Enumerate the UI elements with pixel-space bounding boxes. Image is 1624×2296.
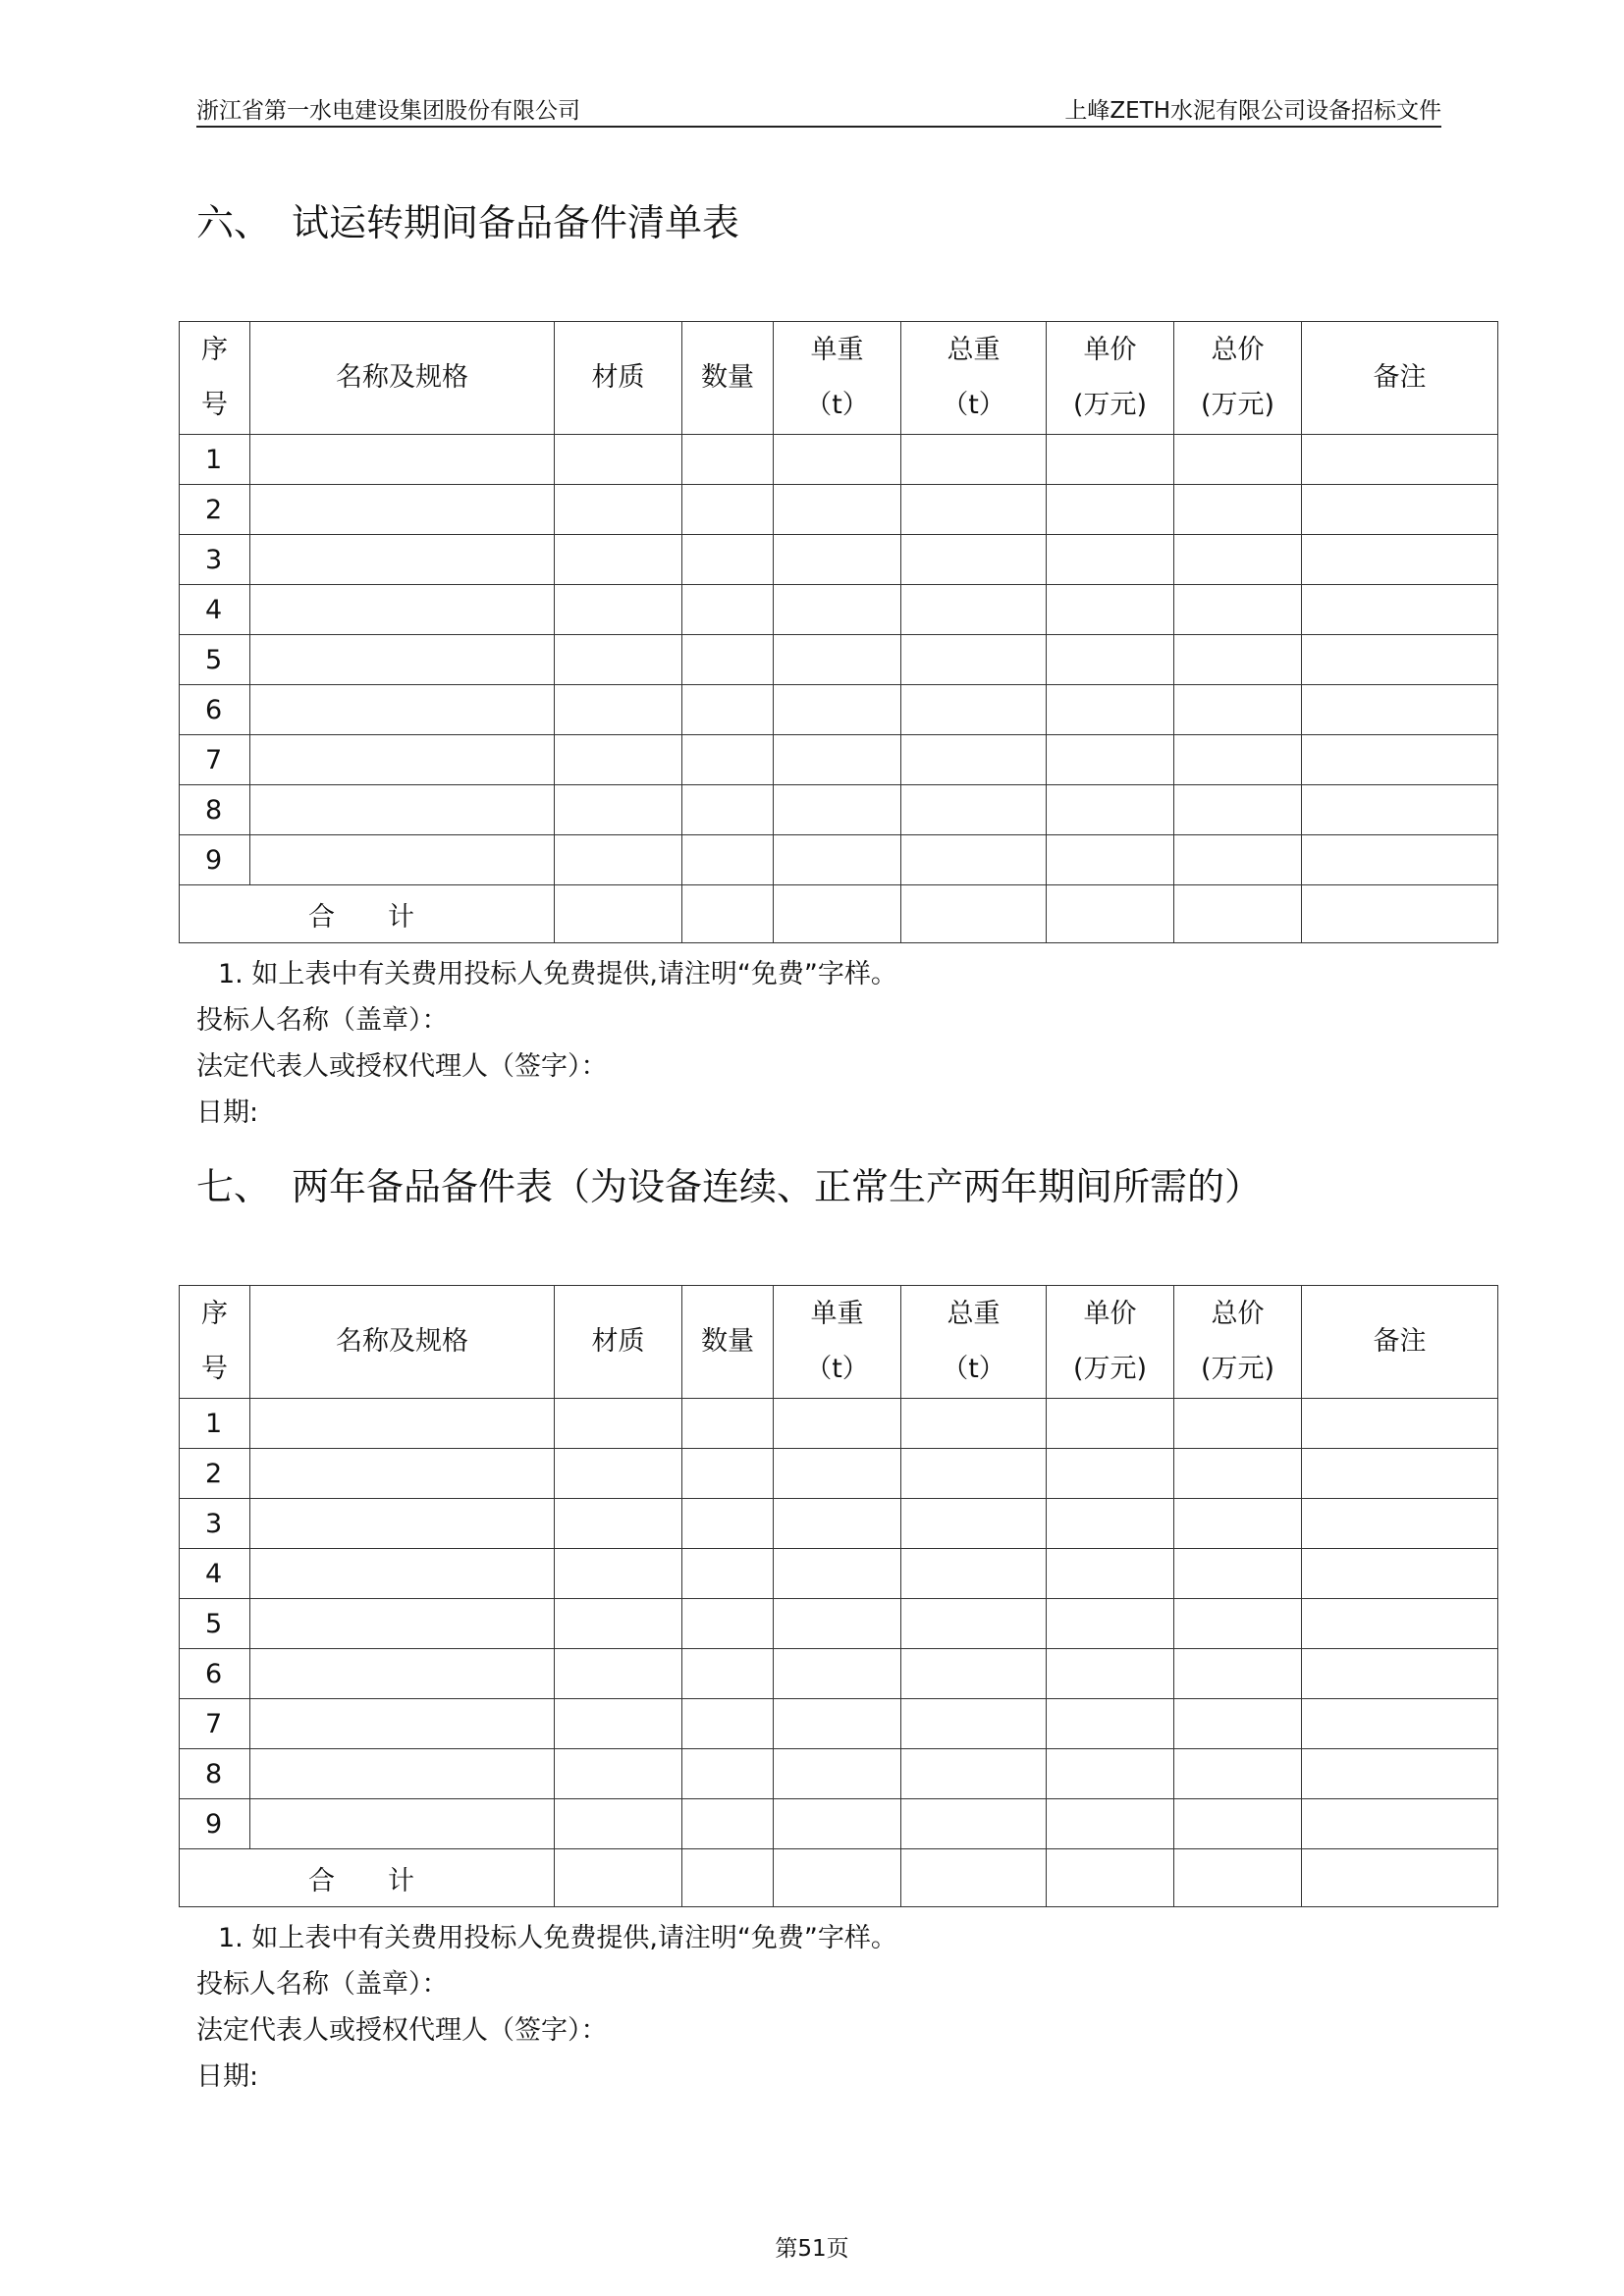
- empty-cell: [250, 485, 555, 535]
- empty-cell: [682, 1849, 774, 1907]
- empty-cell: [901, 1449, 1047, 1499]
- empty-cell: [1174, 1699, 1302, 1749]
- empty-cell: [901, 1549, 1047, 1599]
- empty-cell: [774, 1749, 901, 1799]
- page-number: 第51页: [775, 2236, 849, 2262]
- column-header-line1: 单重: [810, 1299, 864, 1329]
- empty-cell: [1302, 1649, 1498, 1699]
- empty-cell: [774, 635, 901, 685]
- column-header-line1: 备注: [1373, 362, 1427, 393]
- empty-cell: [774, 685, 901, 735]
- empty-cell: [1047, 485, 1174, 535]
- column-header: [901, 322, 1047, 435]
- empty-cell: [774, 1799, 901, 1849]
- empty-cell: [250, 1499, 555, 1549]
- column-header: [250, 322, 555, 435]
- column-header: [555, 322, 682, 435]
- empty-cell: [1302, 835, 1498, 885]
- row-index: 8: [180, 1749, 250, 1799]
- empty-cell: [1047, 1799, 1174, 1849]
- empty-cell: [901, 1749, 1047, 1799]
- empty-cell: [555, 535, 682, 585]
- empty-cell: [1047, 1699, 1174, 1749]
- empty-cell: [250, 1749, 555, 1799]
- row-index: 2: [180, 485, 250, 535]
- column-header-line1: 材质: [591, 1326, 645, 1357]
- empty-cell: [774, 485, 901, 535]
- column-header-line1: 总重: [947, 335, 1001, 365]
- column-header-line2: （t）: [805, 1354, 869, 1384]
- date-line: 日期:: [196, 2061, 259, 2092]
- empty-cell: [774, 1499, 901, 1549]
- empty-cell: [1302, 635, 1498, 685]
- section-six-notes: [196, 951, 897, 1136]
- header-company: 浙江省第一水电建设集团股份有限公司: [196, 98, 580, 124]
- empty-cell: [1047, 1449, 1174, 1499]
- empty-cell: [901, 885, 1047, 943]
- empty-cell: [555, 435, 682, 485]
- table-row: [180, 685, 1498, 735]
- column-header: [774, 322, 901, 435]
- empty-cell: [250, 635, 555, 685]
- empty-cell: [1302, 485, 1498, 535]
- empty-cell: [555, 1399, 682, 1449]
- empty-cell: [1174, 1599, 1302, 1649]
- table-row: [180, 1399, 1498, 1449]
- empty-cell: [901, 1799, 1047, 1849]
- table-row: [180, 1499, 1498, 1549]
- empty-cell: [250, 735, 555, 785]
- empty-cell: [250, 1399, 555, 1449]
- column-header-line2: (万元): [1200, 1354, 1275, 1384]
- section-six-title: [196, 192, 739, 246]
- spare-parts-table-trial: [179, 321, 1498, 943]
- column-header-line1: 名称及规格: [336, 1326, 468, 1357]
- empty-cell: [250, 1549, 555, 1599]
- empty-cell: [555, 785, 682, 835]
- empty-cell: [1047, 785, 1174, 835]
- empty-cell: [1302, 1449, 1498, 1499]
- column-header: [250, 1286, 555, 1399]
- representative-line: 法定代表人或授权代理人（签字）：: [196, 1051, 608, 1082]
- empty-cell: [250, 685, 555, 735]
- empty-cell: [555, 735, 682, 785]
- row-index: 1: [180, 435, 250, 485]
- table-row: [180, 1599, 1498, 1649]
- free-note: 1. 如上表中有关费用投标人免费提供,请注明“免费”字样。: [218, 1923, 897, 1953]
- empty-cell: [774, 1649, 901, 1699]
- empty-cell: [682, 635, 774, 685]
- empty-cell: [682, 1749, 774, 1799]
- empty-cell: [774, 1699, 901, 1749]
- empty-cell: [555, 635, 682, 685]
- empty-cell: [774, 1599, 901, 1649]
- empty-cell: [1302, 535, 1498, 585]
- empty-cell: [250, 1699, 555, 1749]
- empty-cell: [1302, 435, 1498, 485]
- date-line: 日期:: [196, 1097, 259, 1128]
- row-index: 9: [180, 835, 250, 885]
- section-seven-heading: 两年备品备件表（为设备连续、正常生产两年期间所需的）: [292, 1165, 1263, 1208]
- column-header: [180, 322, 250, 435]
- empty-cell: [555, 685, 682, 735]
- empty-cell: [774, 885, 901, 943]
- empty-cell: [1047, 1549, 1174, 1599]
- empty-cell: [250, 535, 555, 585]
- empty-cell: [555, 1749, 682, 1799]
- empty-cell: [1302, 1499, 1498, 1549]
- empty-cell: [682, 1449, 774, 1499]
- empty-cell: [1047, 735, 1174, 785]
- empty-cell: [682, 535, 774, 585]
- empty-cell: [901, 835, 1047, 885]
- row-index: 4: [180, 585, 250, 635]
- column-header: [555, 1286, 682, 1399]
- table-header-row: [180, 322, 1498, 435]
- empty-cell: [250, 585, 555, 635]
- empty-cell: [901, 1399, 1047, 1449]
- column-header-line1: 总重: [947, 1299, 1001, 1329]
- empty-cell: [555, 1699, 682, 1749]
- empty-cell: [901, 535, 1047, 585]
- column-header-line1: 单价: [1083, 335, 1137, 365]
- column-header-line1: 单价: [1083, 1299, 1137, 1329]
- section-six-number: 六、: [196, 201, 272, 244]
- page-header: [196, 92, 1441, 128]
- empty-cell: [682, 835, 774, 885]
- empty-cell: [682, 685, 774, 735]
- empty-cell: [1302, 885, 1498, 943]
- empty-cell: [1174, 835, 1302, 885]
- empty-cell: [901, 685, 1047, 735]
- empty-cell: [250, 1449, 555, 1499]
- empty-cell: [682, 585, 774, 635]
- column-header-line2: 号: [201, 1354, 228, 1384]
- empty-cell: [1174, 1549, 1302, 1599]
- section-seven-notes: [196, 1915, 897, 2100]
- empty-cell: [1174, 735, 1302, 785]
- table-row: [180, 785, 1498, 835]
- empty-cell: [1047, 1849, 1174, 1907]
- representative-line: 法定代表人或授权代理人（签字）：: [196, 2015, 608, 2046]
- row-index: 3: [180, 535, 250, 585]
- column-header: [682, 322, 774, 435]
- empty-cell: [1302, 1549, 1498, 1599]
- column-header-line1: 材质: [591, 362, 645, 393]
- row-index: 2: [180, 1449, 250, 1499]
- empty-cell: [1047, 535, 1174, 585]
- empty-cell: [1174, 1499, 1302, 1549]
- empty-cell: [1174, 685, 1302, 735]
- empty-cell: [1302, 1749, 1498, 1799]
- empty-cell: [682, 1699, 774, 1749]
- empty-cell: [901, 735, 1047, 785]
- column-header: [901, 1286, 1047, 1399]
- table-row: [180, 1649, 1498, 1699]
- empty-cell: [1174, 1449, 1302, 1499]
- column-header: [1047, 322, 1174, 435]
- table-row: [180, 1549, 1498, 1599]
- column-header-line1: 备注: [1373, 1326, 1427, 1357]
- column-header-line2: （t）: [942, 390, 1005, 420]
- empty-cell: [1047, 635, 1174, 685]
- empty-cell: [555, 1449, 682, 1499]
- empty-cell: [774, 1449, 901, 1499]
- empty-cell: [1302, 685, 1498, 735]
- empty-cell: [250, 1799, 555, 1849]
- bidder-name-line: 投标人名称（盖章）：: [196, 1005, 449, 1036]
- column-header-line1: 序: [201, 1299, 228, 1329]
- empty-cell: [1302, 785, 1498, 835]
- empty-cell: [1047, 1499, 1174, 1549]
- column-header-line1: 序: [201, 335, 228, 365]
- empty-cell: [1174, 535, 1302, 585]
- empty-cell: [1174, 635, 1302, 685]
- empty-cell: [1047, 585, 1174, 635]
- empty-cell: [1174, 1749, 1302, 1799]
- empty-cell: [1302, 1799, 1498, 1849]
- empty-cell: [555, 1599, 682, 1649]
- empty-cell: [1174, 485, 1302, 535]
- column-header-line1: 数量: [701, 362, 754, 393]
- column-header-line2: (万元): [1072, 1354, 1148, 1384]
- section-seven-number: 七、: [196, 1165, 272, 1208]
- column-header: [1302, 322, 1498, 435]
- empty-cell: [1047, 685, 1174, 735]
- empty-cell: [774, 435, 901, 485]
- column-header: [1047, 1286, 1174, 1399]
- column-header-line1: 名称及规格: [336, 362, 468, 393]
- column-header: [1302, 1286, 1498, 1399]
- empty-cell: [1174, 1799, 1302, 1849]
- empty-cell: [1047, 1399, 1174, 1449]
- row-index: 5: [180, 1599, 250, 1649]
- empty-cell: [774, 1549, 901, 1599]
- empty-cell: [682, 785, 774, 835]
- empty-cell: [682, 1799, 774, 1849]
- row-index: 6: [180, 685, 250, 735]
- empty-cell: [555, 1799, 682, 1849]
- column-header: [682, 1286, 774, 1399]
- empty-cell: [1047, 885, 1174, 943]
- total-row: [180, 885, 1498, 943]
- empty-cell: [1174, 1649, 1302, 1699]
- empty-cell: [1174, 585, 1302, 635]
- column-header: [1174, 322, 1302, 435]
- empty-cell: [901, 485, 1047, 535]
- empty-cell: [250, 785, 555, 835]
- empty-cell: [1302, 1399, 1498, 1449]
- empty-cell: [250, 435, 555, 485]
- empty-cell: [682, 1649, 774, 1699]
- table-row: [180, 435, 1498, 485]
- empty-cell: [774, 835, 901, 885]
- empty-cell: [1174, 785, 1302, 835]
- table-row: [180, 585, 1498, 635]
- empty-cell: [774, 735, 901, 785]
- table-row: [180, 485, 1498, 535]
- empty-cell: [774, 785, 901, 835]
- column-header: [1174, 1286, 1302, 1399]
- row-index: 3: [180, 1499, 250, 1549]
- empty-cell: [774, 1849, 901, 1907]
- column-header-line2: (万元): [1200, 390, 1275, 420]
- table-row: [180, 535, 1498, 585]
- row-index: 7: [180, 1699, 250, 1749]
- column-header-line1: 单重: [810, 335, 864, 365]
- empty-cell: [555, 1649, 682, 1699]
- empty-cell: [1302, 1849, 1498, 1907]
- empty-cell: [901, 1599, 1047, 1649]
- column-header-line2: （t）: [805, 390, 869, 420]
- section-seven-title: [196, 1156, 1262, 1210]
- empty-cell: [682, 1399, 774, 1449]
- empty-cell: [555, 485, 682, 535]
- empty-cell: [555, 1849, 682, 1907]
- empty-cell: [682, 735, 774, 785]
- empty-cell: [1047, 435, 1174, 485]
- empty-cell: [555, 585, 682, 635]
- table-row: [180, 835, 1498, 885]
- table-row: [180, 635, 1498, 685]
- table-header-row: [180, 1286, 1498, 1399]
- empty-cell: [1047, 1599, 1174, 1649]
- table-row: [180, 735, 1498, 785]
- empty-cell: [1174, 885, 1302, 943]
- row-index: 6: [180, 1649, 250, 1699]
- empty-cell: [901, 1649, 1047, 1699]
- column-header-line1: 总价: [1211, 1299, 1265, 1329]
- row-index: 7: [180, 735, 250, 785]
- column-header: [180, 1286, 250, 1399]
- empty-cell: [1047, 1749, 1174, 1799]
- empty-cell: [1047, 1649, 1174, 1699]
- empty-cell: [250, 835, 555, 885]
- empty-cell: [901, 785, 1047, 835]
- empty-cell: [901, 1499, 1047, 1549]
- column-header-line2: (万元): [1072, 390, 1148, 420]
- empty-cell: [682, 1599, 774, 1649]
- empty-cell: [901, 435, 1047, 485]
- empty-cell: [555, 835, 682, 885]
- empty-cell: [901, 635, 1047, 685]
- free-note: 1. 如上表中有关费用投标人免费提供,请注明“免费”字样。: [218, 959, 897, 989]
- empty-cell: [682, 485, 774, 535]
- total-row: [180, 1849, 1498, 1907]
- table-row: [180, 1699, 1498, 1749]
- empty-cell: [555, 1499, 682, 1549]
- empty-cell: [901, 1699, 1047, 1749]
- empty-cell: [250, 1599, 555, 1649]
- empty-cell: [774, 585, 901, 635]
- empty-cell: [682, 1499, 774, 1549]
- column-header-line2: （t）: [942, 1354, 1005, 1384]
- table-row: [180, 1449, 1498, 1499]
- column-header: [774, 1286, 901, 1399]
- empty-cell: [682, 1549, 774, 1599]
- empty-cell: [1302, 1599, 1498, 1649]
- total-label: 合 计: [180, 885, 555, 943]
- spare-parts-table-two-year: [179, 1285, 1498, 1907]
- empty-cell: [1302, 585, 1498, 635]
- header-document-title: 上峰ZETH水泥有限公司设备招标文件: [1064, 98, 1441, 124]
- empty-cell: [1174, 435, 1302, 485]
- empty-cell: [1047, 835, 1174, 885]
- total-label: 合 计: [180, 1849, 555, 1907]
- table-row: [180, 1749, 1498, 1799]
- row-index: 8: [180, 785, 250, 835]
- row-index: 1: [180, 1399, 250, 1449]
- empty-cell: [1302, 735, 1498, 785]
- empty-cell: [682, 435, 774, 485]
- empty-cell: [1174, 1849, 1302, 1907]
- column-header-line1: 数量: [701, 1326, 754, 1357]
- empty-cell: [901, 585, 1047, 635]
- column-header-line2: 号: [201, 390, 228, 420]
- row-index: 9: [180, 1799, 250, 1849]
- empty-cell: [901, 1849, 1047, 1907]
- empty-cell: [555, 1549, 682, 1599]
- empty-cell: [555, 885, 682, 943]
- table-row: [180, 1799, 1498, 1849]
- row-index: 5: [180, 635, 250, 685]
- empty-cell: [1302, 1699, 1498, 1749]
- empty-cell: [774, 1399, 901, 1449]
- empty-cell: [250, 1649, 555, 1699]
- column-header-line1: 总价: [1211, 335, 1265, 365]
- row-index: 4: [180, 1549, 250, 1599]
- empty-cell: [1174, 1399, 1302, 1449]
- bidder-name-line: 投标人名称（盖章）：: [196, 1969, 449, 2000]
- empty-cell: [774, 535, 901, 585]
- empty-cell: [682, 885, 774, 943]
- section-six-heading: 试运转期间备品备件清单表: [292, 201, 740, 244]
